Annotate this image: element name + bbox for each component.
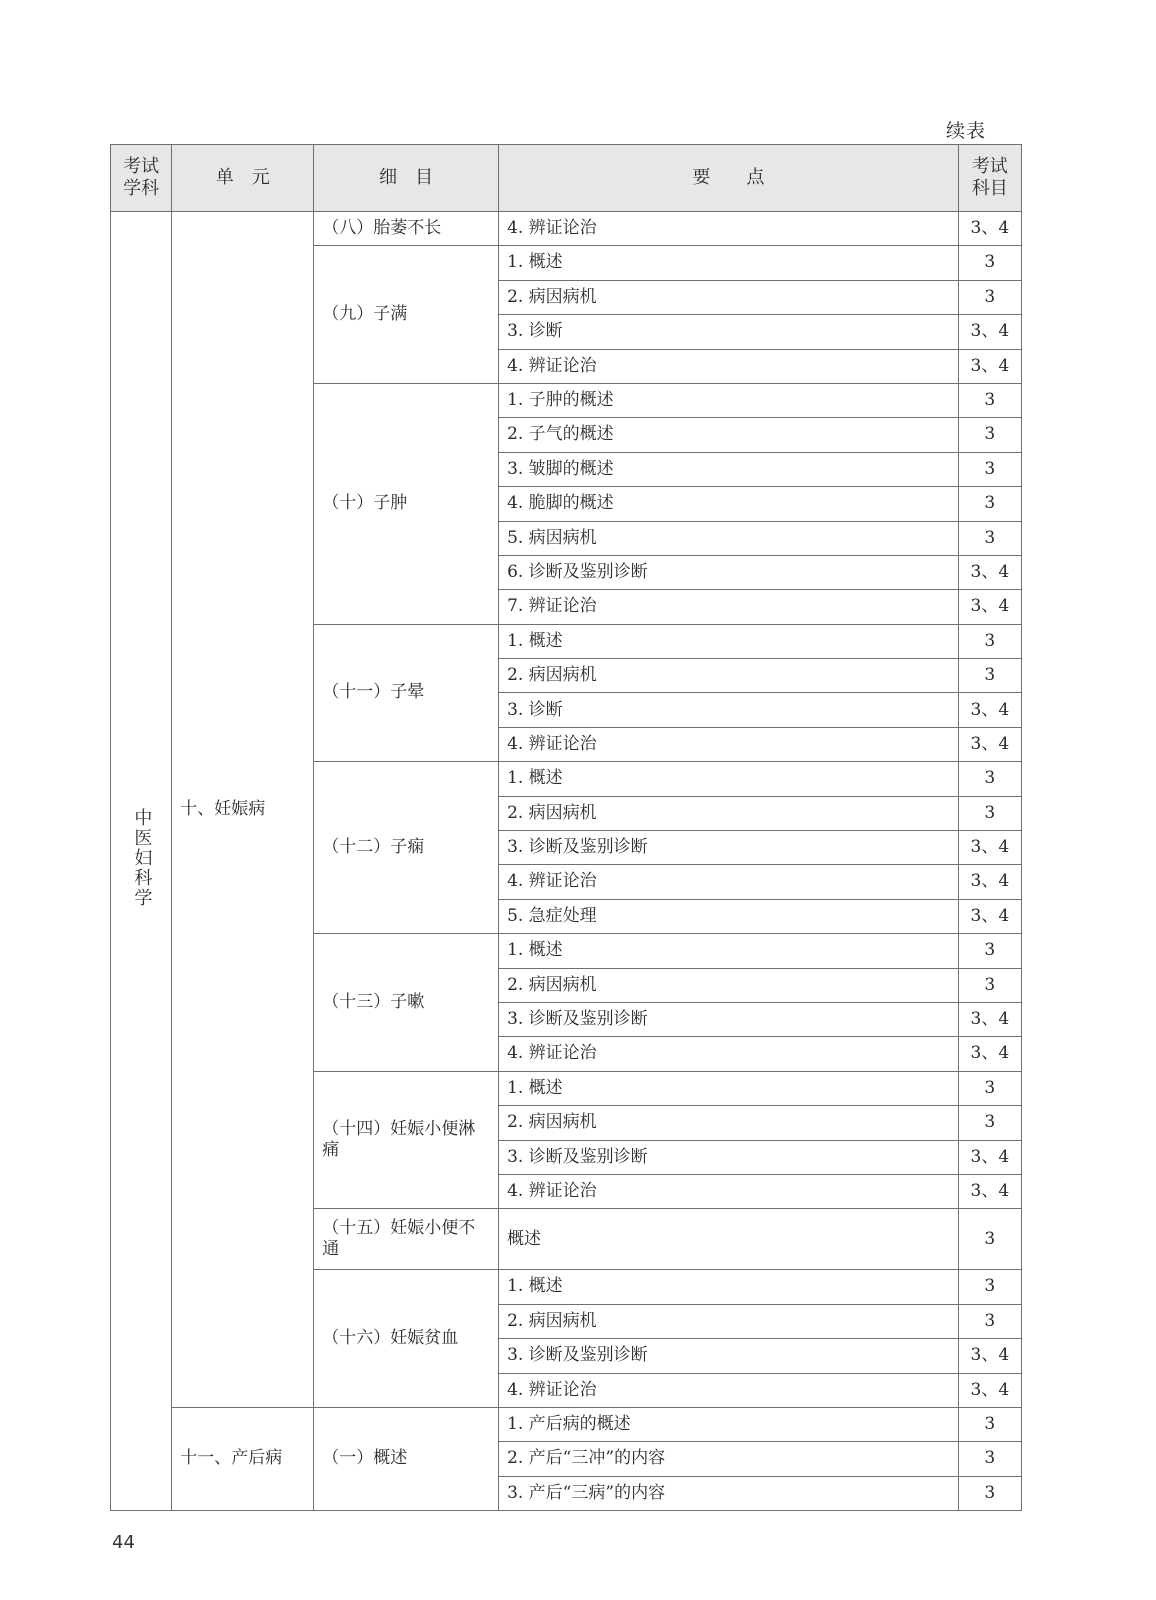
exam-subject-cell: 3 (958, 762, 1021, 796)
point-cell: 4. 辨证论治 (499, 865, 959, 899)
exam-subject-cell: 3 (958, 1270, 1021, 1304)
item-cell: （十一）子晕 (314, 624, 499, 762)
exam-subject-cell: 3 (958, 452, 1021, 486)
point-cell: 2. 病因病机 (499, 968, 959, 1002)
exam-subject-cell: 3 (958, 1304, 1021, 1338)
point-cell: 4. 脆脚的概述 (499, 487, 959, 521)
point-cell: 3. 产后“三病”的内容 (499, 1476, 959, 1510)
exam-subject-cell: 3 (958, 624, 1021, 658)
point-cell: 6. 诊断及鉴别诊断 (499, 555, 959, 589)
point-cell: 3. 诊断 (499, 315, 959, 349)
continued-label: 续表 (946, 120, 987, 142)
exam-subject-cell: 3、4 (958, 1339, 1021, 1373)
table-row (111, 212, 1022, 246)
item-cell: （十三）子嗽 (314, 934, 499, 1072)
point-cell: 1. 概述 (499, 1071, 959, 1105)
item-cell: （一）概述 (314, 1407, 499, 1510)
subject-label: 中医妇科学 (131, 807, 153, 908)
point-cell: 1. 概述 (499, 762, 959, 796)
item-cell: （八）胎萎不长 (314, 212, 499, 246)
item-cell: （十四）妊娠小便淋痛 (314, 1071, 499, 1209)
point-cell: 4. 辨证论治 (499, 349, 959, 383)
header-exam: 考试 科目 (958, 145, 1021, 212)
item-cell: （十六）妊娠贫血 (314, 1270, 499, 1408)
exam-subject-cell: 3、4 (958, 1140, 1021, 1174)
table-row (111, 1407, 1022, 1441)
exam-subject-cell: 3、4 (958, 1174, 1021, 1208)
header-row (111, 145, 1022, 212)
exam-subject-cell: 3、4 (958, 693, 1021, 727)
header-item: 细 目 (314, 145, 499, 212)
exam-subject-cell: 3 (958, 246, 1021, 280)
exam-subject-cell: 3、4 (958, 1373, 1021, 1407)
exam-subject-cell: 3 (958, 1209, 1021, 1270)
subject-cell (111, 212, 172, 1511)
point-cell: 1. 子肿的概述 (499, 383, 959, 417)
point-cell: 5. 急症处理 (499, 899, 959, 933)
exam-subject-cell: 3 (958, 1476, 1021, 1510)
exam-subject-cell: 3 (958, 1071, 1021, 1105)
exam-subject-cell: 3、4 (958, 555, 1021, 589)
point-cell: 4. 辨证论治 (499, 727, 959, 761)
point-cell: 3. 诊断及鉴别诊断 (499, 831, 959, 865)
point-cell: 4. 辨证论治 (499, 1174, 959, 1208)
point-cell: 1. 概述 (499, 1270, 959, 1304)
point-cell: 3. 诊断及鉴别诊断 (499, 1339, 959, 1373)
point-cell: 2. 子气的概述 (499, 418, 959, 452)
header-subject: 考试 学科 (111, 145, 172, 212)
item-cell: （十）子肿 (314, 383, 499, 624)
point-cell: 4. 辨证论治 (499, 1037, 959, 1071)
exam-subject-cell: 3 (958, 968, 1021, 1002)
exam-subject-cell: 3 (958, 934, 1021, 968)
exam-subject-cell: 3 (958, 383, 1021, 417)
syllabus-table (110, 144, 1022, 1511)
point-cell: 概述 (499, 1209, 959, 1270)
exam-subject-cell: 3、4 (958, 212, 1021, 246)
exam-subject-cell: 3 (958, 487, 1021, 521)
unit-cell: 十、妊娠病 (172, 212, 314, 1408)
exam-subject-cell: 3、4 (958, 590, 1021, 624)
exam-subject-cell: 3、4 (958, 315, 1021, 349)
exam-subject-cell: 3、4 (958, 727, 1021, 761)
point-cell: 3. 诊断及鉴别诊断 (499, 1140, 959, 1174)
point-cell: 4. 辨证论治 (499, 212, 959, 246)
point-cell: 1. 概述 (499, 246, 959, 280)
point-cell: 3. 诊断 (499, 693, 959, 727)
exam-subject-cell: 3、4 (958, 865, 1021, 899)
exam-subject-cell: 3 (958, 1106, 1021, 1140)
point-cell: 2. 病因病机 (499, 280, 959, 314)
exam-subject-cell: 3 (958, 280, 1021, 314)
point-cell: 2. 病因病机 (499, 659, 959, 693)
table-body (111, 212, 1022, 1511)
exam-subject-cell: 3 (958, 1442, 1021, 1476)
exam-subject-cell: 3、4 (958, 349, 1021, 383)
exam-subject-cell: 3、4 (958, 1002, 1021, 1036)
exam-subject-cell: 3 (958, 418, 1021, 452)
item-cell: （十五）妊娠小便不通 (314, 1209, 499, 1270)
point-cell: 3. 皱脚的概述 (499, 452, 959, 486)
exam-subject-cell: 3 (958, 659, 1021, 693)
exam-subject-cell: 3、4 (958, 899, 1021, 933)
exam-subject-cell: 3、4 (958, 1037, 1021, 1071)
point-cell: 7. 辨证论治 (499, 590, 959, 624)
unit-cell: 十一、产后病 (172, 1407, 314, 1510)
item-cell: （九）子满 (314, 246, 499, 384)
header-unit: 单 元 (172, 145, 314, 212)
point-cell: 1. 产后病的概述 (499, 1407, 959, 1441)
point-cell: 2. 病因病机 (499, 796, 959, 830)
exam-subject-cell: 3、4 (958, 831, 1021, 865)
exam-subject-cell: 3 (958, 796, 1021, 830)
exam-subject-cell: 3 (958, 521, 1021, 555)
point-cell: 1. 概述 (499, 624, 959, 658)
point-cell: 2. 病因病机 (499, 1106, 959, 1140)
point-cell: 1. 概述 (499, 934, 959, 968)
point-cell: 3. 诊断及鉴别诊断 (499, 1002, 959, 1036)
header-point: 要 点 (499, 145, 959, 212)
exam-subject-cell: 3 (958, 1407, 1021, 1441)
point-cell: 4. 辨证论治 (499, 1373, 959, 1407)
point-cell: 2. 产后“三冲”的内容 (499, 1442, 959, 1476)
point-cell: 5. 病因病机 (499, 521, 959, 555)
page-number: 44 (112, 1532, 135, 1553)
item-cell: （十二）子痫 (314, 762, 499, 934)
point-cell: 2. 病因病机 (499, 1304, 959, 1338)
